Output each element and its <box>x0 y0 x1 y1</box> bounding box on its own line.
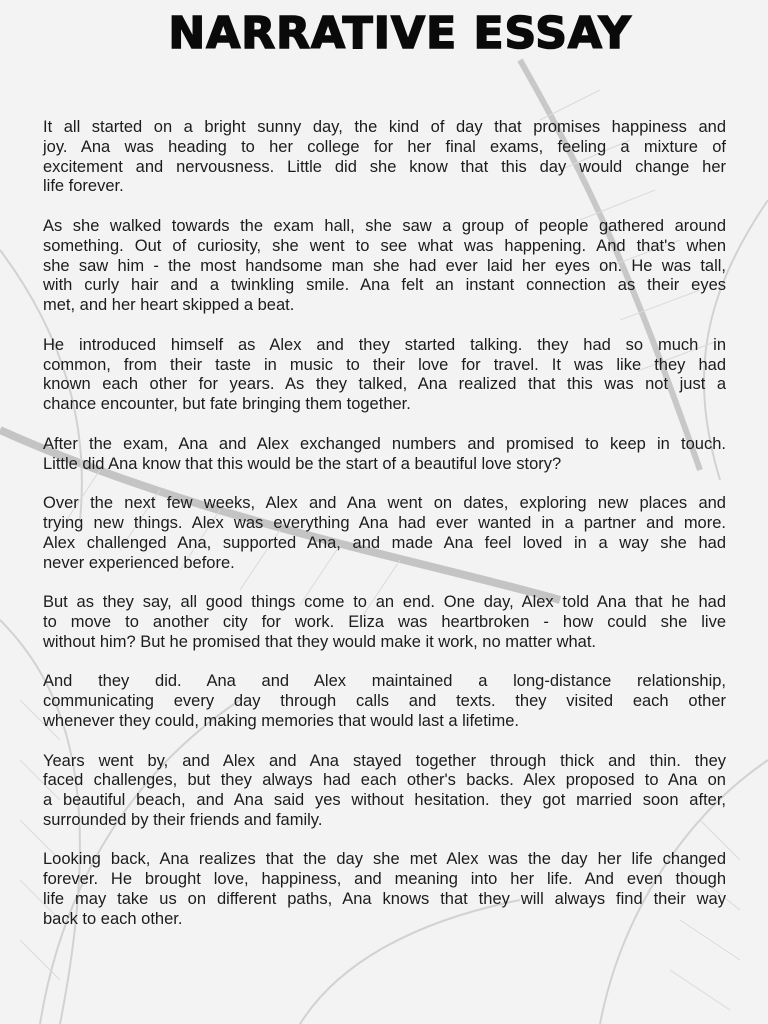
essay-line: she saw him - the most handsome man she had ever laid her eyes on. He was tall, <box>43 256 726 275</box>
essay-line: faced challenges, but they always had each other's backs. Alex proposed to Ana on <box>43 771 726 790</box>
essay-paragraph <box>43 672 726 731</box>
essay-line: communicating every day through calls and texts. they visited each other <box>43 692 726 711</box>
essay-paragraph <box>43 494 726 573</box>
essay-line: After the exam, Ana and Alex exchanged numbers and promised to keep in touch. <box>43 434 726 453</box>
essay-line: He introduced himself as Alex and they started talking. they had so much in <box>43 335 726 354</box>
essay-paragraph <box>43 118 726 197</box>
essay-paragraph <box>43 850 726 929</box>
essay-line: something. Out of curiosity, she went to see what was happening. And that's when <box>43 236 726 255</box>
essay-paragraph <box>43 752 726 831</box>
essay-line: whenever they could, making memories that would last a lifetime. <box>43 711 519 730</box>
essay-line: chance encounter, but fate bringing them together. <box>43 395 411 414</box>
essay-line: forever. He brought love, happiness, and meaning into her life. And even though <box>43 870 726 889</box>
essay-line: Little did Ana know that this would be the start of a beautiful love story? <box>43 454 562 473</box>
essay-line: life forever. <box>43 177 124 196</box>
essay-line: Looking back, Ana realizes that the day she met Alex was the day her life changed <box>43 850 726 869</box>
essay-line: without him? But he promised that they would make it work, no matter what. <box>43 632 597 651</box>
essay-line: excitement and nervousness. Little did she know that this day would change her <box>43 157 726 176</box>
essay-body <box>43 118 726 949</box>
essay-line: with curly hair and a twinkling smile. Ana felt an instant connection as their eyes <box>43 276 726 295</box>
essay-line: a beautiful beach, and Ana said yes without hesitation. they got married soon after, <box>43 791 726 810</box>
essay-line: back to each other. <box>43 909 183 928</box>
essay-line: surrounded by their friends and family. <box>43 810 323 829</box>
essay-line: common, from their taste in music to their love for travel. It was like they had <box>43 355 726 374</box>
essay-paragraph <box>43 217 726 316</box>
essay-paragraph <box>43 336 726 415</box>
essay-line: Alex challenged Ana, supported Ana, and made Ana feel loved in a way she had <box>43 533 726 552</box>
essay-line: Years went by, and Alex and Ana stayed together through thick and thin. they <box>43 751 726 770</box>
essay-paragraph <box>43 593 726 652</box>
essay-line: Over the next few weeks, Alex and Ana went on dates, exploring new places and <box>43 494 726 513</box>
essay-line: And they did. Ana and Alex maintained a long-distance relationship, <box>43 672 726 691</box>
essay-line: met, and her heart skipped a beat. <box>43 296 295 315</box>
essay-line: trying new things. Alex was everything Ana had ever wanted in a partner and more. <box>43 513 726 532</box>
essay-line: It all started on a bright sunny day, the kind of day that promises happiness and <box>43 118 726 136</box>
essay-paragraph <box>43 435 726 475</box>
essay-line: life may take us on different paths, Ana knows that they will always find their way <box>43 890 726 909</box>
essay-line: known each other for years. As they talked, Ana realized that this was not just a <box>43 375 726 394</box>
essay-line: never experienced before. <box>43 553 235 572</box>
essay-line: joy. Ana was heading to her college for her final exams, feeling a mixture of <box>43 137 726 156</box>
page-title: NARRATIVE ESSAY <box>168 8 632 59</box>
essay-line: to move to another city for work. Eliza was heartbroken - how could she live <box>43 612 726 631</box>
essay-line: As she walked towards the exam hall, she saw a group of people gathered around <box>43 216 726 235</box>
essay-line: But as they say, all good things come to an end. One day, Alex told Ana that he had <box>43 593 726 612</box>
